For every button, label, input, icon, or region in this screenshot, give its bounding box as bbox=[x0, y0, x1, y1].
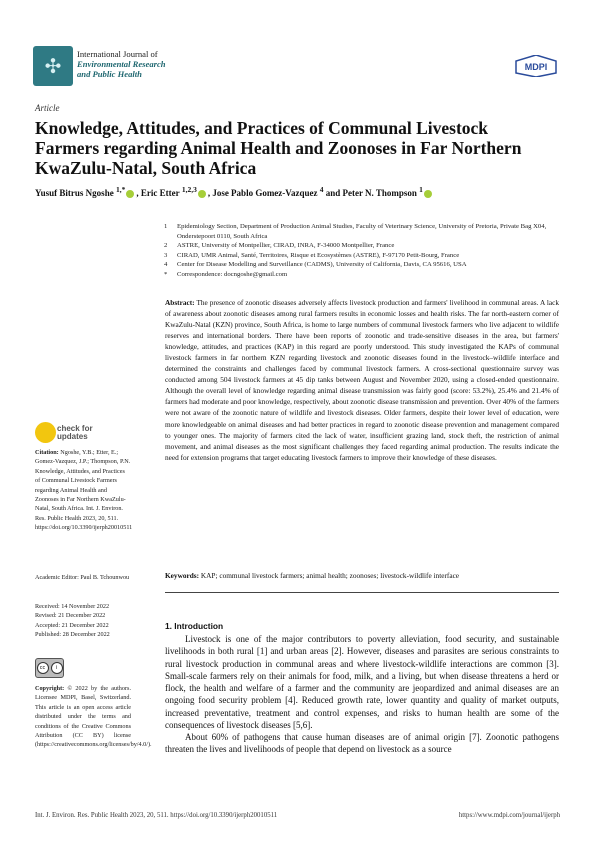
affiliation-text: Center for Disease Modelling and Surveillance (CADMS), University of California, Davis, CA 95616, USA bbox=[177, 261, 467, 269]
keywords-text: KAP; communal livestock farmers; animal health; zoonoses; livestock-wildlife interface bbox=[200, 571, 460, 580]
section-heading: 1. Introduction bbox=[165, 621, 224, 631]
revised-date: Revised: 21 December 2022 bbox=[35, 612, 106, 620]
author-name: Peter N. Thompson bbox=[342, 188, 417, 198]
accepted-date: Accepted: 21 December 2022 bbox=[35, 621, 109, 629]
copyright-label: Copyright: bbox=[35, 685, 65, 692]
copyright-text: © 2022 by the authors. Licensee MDPI, Basel, Switzerland. This article is an open access article distributed under the terms and conditions of the Creative Commons Attribution (CC BY) license (https://creativecommons.org/licenses/by/4.0/). bbox=[35, 685, 152, 749]
abstract bbox=[165, 297, 559, 463]
journal-name-line3: and Public Health bbox=[77, 69, 142, 79]
orcid-icon[interactable] bbox=[424, 190, 432, 198]
received-date: Received: 14 November 2022 bbox=[35, 603, 110, 610]
citation-block bbox=[35, 448, 131, 533]
affiliations bbox=[164, 222, 564, 280]
abstract-text: The presence of zoonotic diseases adversely affects livestock production and farmers' livelihood in communal areas. A lack of awareness about zoonotic diseases among rural farmers results in economic losses and health risks. The far north-eastern corner of KwaZulu-Natal (KZN) province, South Africa, is home to large numbers of communal livestock farmers who live adjacent to wildlife reserves and international borders. There have been reports of zoonotic and trade-sensitive diseases in the area, but farmers' knowledge, attitudes, and practices (KAP) in this regard are poorly understood. This study investigated the KAPs of communal livestock farmers in far northern KZN regarding livestock and zoonotic diseases found in the livestock–wildlife interface and determined the constraints and challenges faced by communal livestock farmers. A cross-sectional questionnaire survey was conducted among 504 livestock farmers at 45 dip tanks between August and November 2020, using a closed-ended questionnaire. Although the overall level of knowledge regarding animal disease transmission was fairly good (score: 53.2%), 25.4% and 21.4% of farmers had moderate and poor knowledge, respectively, about zoonotic disease transmission and prevention. Over 40% of the farmers were not aware of the zoonotic nature of wildlife and livestock diseases. Older farmers, despite their lower level of education, were more knowledgeable on animal diseases and had better practices in regard to zoonotic disease prevention and management compared to younger ones. The majority of farmers cited the lack of water, insufficient grazing land, stock theft, the restriction of animal movement, and animal diseases as the most significant challenges they faced regarding animal production. The results indicate the need for extension programs that target educating livestock farmers to improve their knowledge of these diseases. bbox=[165, 298, 559, 462]
academic-editor: Academic Editor: Paul B. Tchounwou bbox=[35, 574, 130, 581]
affiliation-text: ASTRE, University of Montpellier, CIRAD, INRA, F-34000 Montpellier, France bbox=[177, 242, 395, 250]
affiliation-number: 1 bbox=[164, 223, 168, 230]
journal-logo: ✣ bbox=[33, 46, 73, 86]
copyright-block bbox=[35, 684, 152, 750]
introduction-text bbox=[165, 633, 559, 756]
orcid-icon[interactable] bbox=[126, 190, 134, 198]
journal-name bbox=[77, 49, 166, 79]
author-list: Yusuf Bitrus Ngoshe $^{1,*}$ , Eric Etter $^{1,2,3}$ , Jose Pablo Gomez-Vazquez $^4$ and Peter N. Thompson $^1$ bbox=[35, 184, 565, 199]
correspondence-email[interactable]: Correspondence: docngoshe@gmail.com bbox=[177, 270, 288, 278]
check-updates-icon bbox=[35, 422, 56, 443]
author-affiliation-marker: 1,2,3 bbox=[181, 185, 197, 194]
published-date: Published: 28 December 2022 bbox=[35, 631, 110, 639]
check-updates-line2: updates bbox=[57, 432, 88, 441]
author-affiliation-marker: 1,* bbox=[115, 185, 126, 194]
paper-title: Knowledge, Attitudes, and Practices of Communal Livestock Farmers regarding Animal Health and Zoonoses in Far Northern KwaZulu-Natal, South Africa bbox=[35, 118, 522, 178]
publisher-logo bbox=[515, 55, 557, 77]
keywords-label: Keywords: bbox=[165, 571, 200, 580]
author-affiliation-marker: 4 bbox=[319, 185, 324, 194]
journal-name-line2: Environmental Research bbox=[77, 59, 166, 69]
affiliation-number: 2 bbox=[164, 242, 168, 250]
affiliation-number: 3 bbox=[164, 251, 168, 259]
author-name: Eric Etter bbox=[140, 188, 180, 198]
article-dates bbox=[35, 602, 131, 640]
author-affiliation-marker: 1 bbox=[419, 185, 423, 194]
author-name: Jose Pablo Gomez-Vazquez bbox=[212, 188, 318, 198]
keywords bbox=[165, 571, 559, 580]
footer-journal-link[interactable]: https://www.mdpi.com/journal/ijerph bbox=[458, 812, 560, 819]
article-type: Article bbox=[35, 103, 60, 113]
citation-label: Citation: bbox=[35, 449, 59, 456]
check-updates-line1: check for bbox=[57, 424, 93, 433]
abstract-divider bbox=[165, 592, 559, 593]
author-name: Yusuf Bitrus Ngoshe bbox=[35, 188, 114, 198]
paragraph: About 60% of pathogens that cause human diseases are of animal origin [7]. Zoonotic pathogens threaten the lives and livelihoods of people that depend on livestock as a source bbox=[165, 732, 559, 755]
affiliation-number: 4 bbox=[164, 261, 168, 269]
orcid-icon[interactable] bbox=[198, 190, 206, 198]
cc-by-license-icon[interactable]: cc i bbox=[35, 658, 64, 678]
journal-name-line1: International Journal of bbox=[77, 49, 158, 59]
affiliation-text: CIRAD, UMR Animal, Santé, Territoires, Risque et Ecosystèmes (ASTRE), F-97170 Petit-Bourg, France bbox=[177, 251, 460, 259]
citation-text: Ngoshe, Y.B.; Etter, E.; Gomez-Vazquez, J.P.; Thompson, P.N. Knowledge, Attitudes, and Practices of Communal Livestock Farmers regarding Animal Health and Zoonoses in Far Northern KwaZulu-Natal, South Africa. Int. J. Environ. Res. Public Health 2023, 20, 511. https://doi.org/10.3390/ijerph20010511 bbox=[35, 449, 133, 532]
publisher-logo-text: MDPI bbox=[524, 62, 548, 72]
paragraph: Livestock is one of the major contributors to poverty alleviation, food security, and sustainable livelihoods in both rural [1] and urban areas [2]. However, diseases and parasites are serious constraints to rural livestock production in communal areas and where livestock-wildlife interactions are common [3]. Small-scale farmers rely on their animals for food, milk, and a living, but when disease threatens a herd or flock, the health and welfare of a farmer and the community are jeopardized and animal diseases are an ongoing food security problem [4]. Reduced growth rate, lower quantity and quality of market outputs, increased preventative, treatment and control expenses, and risks to human health are some of the consequences of livestock diseases [5,6]. bbox=[165, 634, 559, 730]
affiliation-text: Epidemiology Section, Department of Production Animal Studies, Faculty of Veterinary Science, University of Pretoria, Private Bag X04, Onderstepoort 0110, South Africa bbox=[177, 223, 547, 240]
footer-citation: Int. J. Environ. Res. Public Health 2023, 20, 511. https://doi.org/10.3390/ijerph20010511 bbox=[35, 812, 278, 819]
affiliation-number: * bbox=[164, 270, 168, 278]
abstract-label: Abstract: bbox=[165, 298, 195, 307]
